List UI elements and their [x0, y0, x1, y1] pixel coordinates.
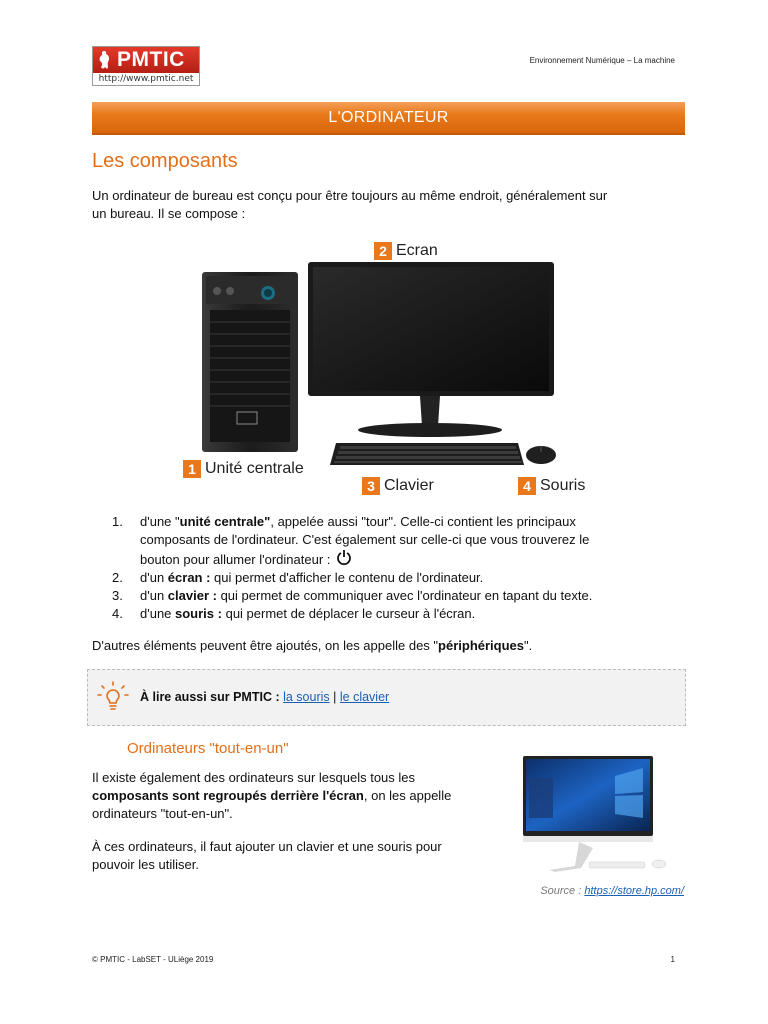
monitor: [308, 262, 554, 437]
title-band: [92, 102, 685, 135]
page-number: 1: [670, 955, 675, 964]
rooster-icon: [98, 50, 112, 70]
logo-text: PMTIC: [117, 48, 185, 71]
intro-paragraph: Un ordinateur de bureau est conçu pour être toujours au même endroit, généralement sur un bureau. Il se compose :: [92, 188, 608, 221]
label-unite-centrale: 1 Unité centrale: [183, 460, 304, 478]
computer-drawing: [180, 236, 600, 498]
pmtic-logo: [92, 46, 200, 86]
lightbulb-icon: [96, 680, 130, 714]
allinone-paragraph-1: Il existe également des ordinateurs sur lesquels tous les composants sont regroupés derrière l'écran, on les appelle ordinateurs "tout-en-un".: [92, 770, 452, 821]
footer-copyright: © PMTIC - LabSET - ULiège 2019: [92, 955, 214, 964]
callout-text: À lire aussi sur PMTIC : la souris | le clavier: [140, 690, 390, 704]
label-ecran: 2 Ecran: [374, 242, 438, 260]
list-item: 1. d'une "unité centrale", appelée aussi "tour". Celle-ci contient les principaux composants de l'ordinateur. C'est également sur celle-ci que vous trouverez le bouton pour allumer l'ordinateur :: [112, 514, 590, 567]
mouse: [526, 446, 556, 464]
list-item: 2. d'un écran : qui permet d'afficher le contenu de l'ordinateur.: [112, 570, 484, 585]
list-item: 4. d'une souris : qui permet de déplacer le curseur à l'écran.: [112, 606, 476, 621]
section-heading: Les composants: [92, 150, 238, 172]
header-subject: Environnement Numérique – La machine: [529, 56, 675, 65]
tower-unit: [202, 272, 298, 452]
image-source: Source : https://store.hp.com/: [540, 885, 684, 897]
computer-illustration: [180, 236, 600, 498]
subsection-heading: Ordinateurs "tout-en-un": [127, 740, 289, 757]
list-item: 3. d'un clavier : qui permet de communiquer avec l'ordinateur en tapant du texte.: [112, 588, 593, 603]
peripherals-paragraph: D'autres éléments peuvent être ajoutés, on les appelle des "périphériques".: [92, 638, 533, 653]
keyboard: [330, 443, 524, 465]
read-also-callout: [87, 669, 686, 726]
all-in-one-computer-image: [519, 754, 677, 876]
link-le-clavier[interactable]: le clavier: [339, 690, 390, 704]
label-souris: 4 Souris: [518, 477, 585, 495]
label-clavier: 3 Clavier: [362, 477, 434, 495]
page-title: L'ORDINATEUR: [328, 108, 449, 126]
allinone-paragraph-2: À ces ordinateurs, il faut ajouter un clavier et une souris pour pouvoir les utiliser.: [92, 839, 442, 872]
link-la-souris[interactable]: la souris: [283, 690, 330, 704]
components-list: [112, 513, 672, 623]
source-link[interactable]: https://store.hp.com/: [584, 885, 684, 897]
power-icon: [336, 549, 352, 566]
logo-url: http://www.pmtic.net: [98, 74, 194, 84]
